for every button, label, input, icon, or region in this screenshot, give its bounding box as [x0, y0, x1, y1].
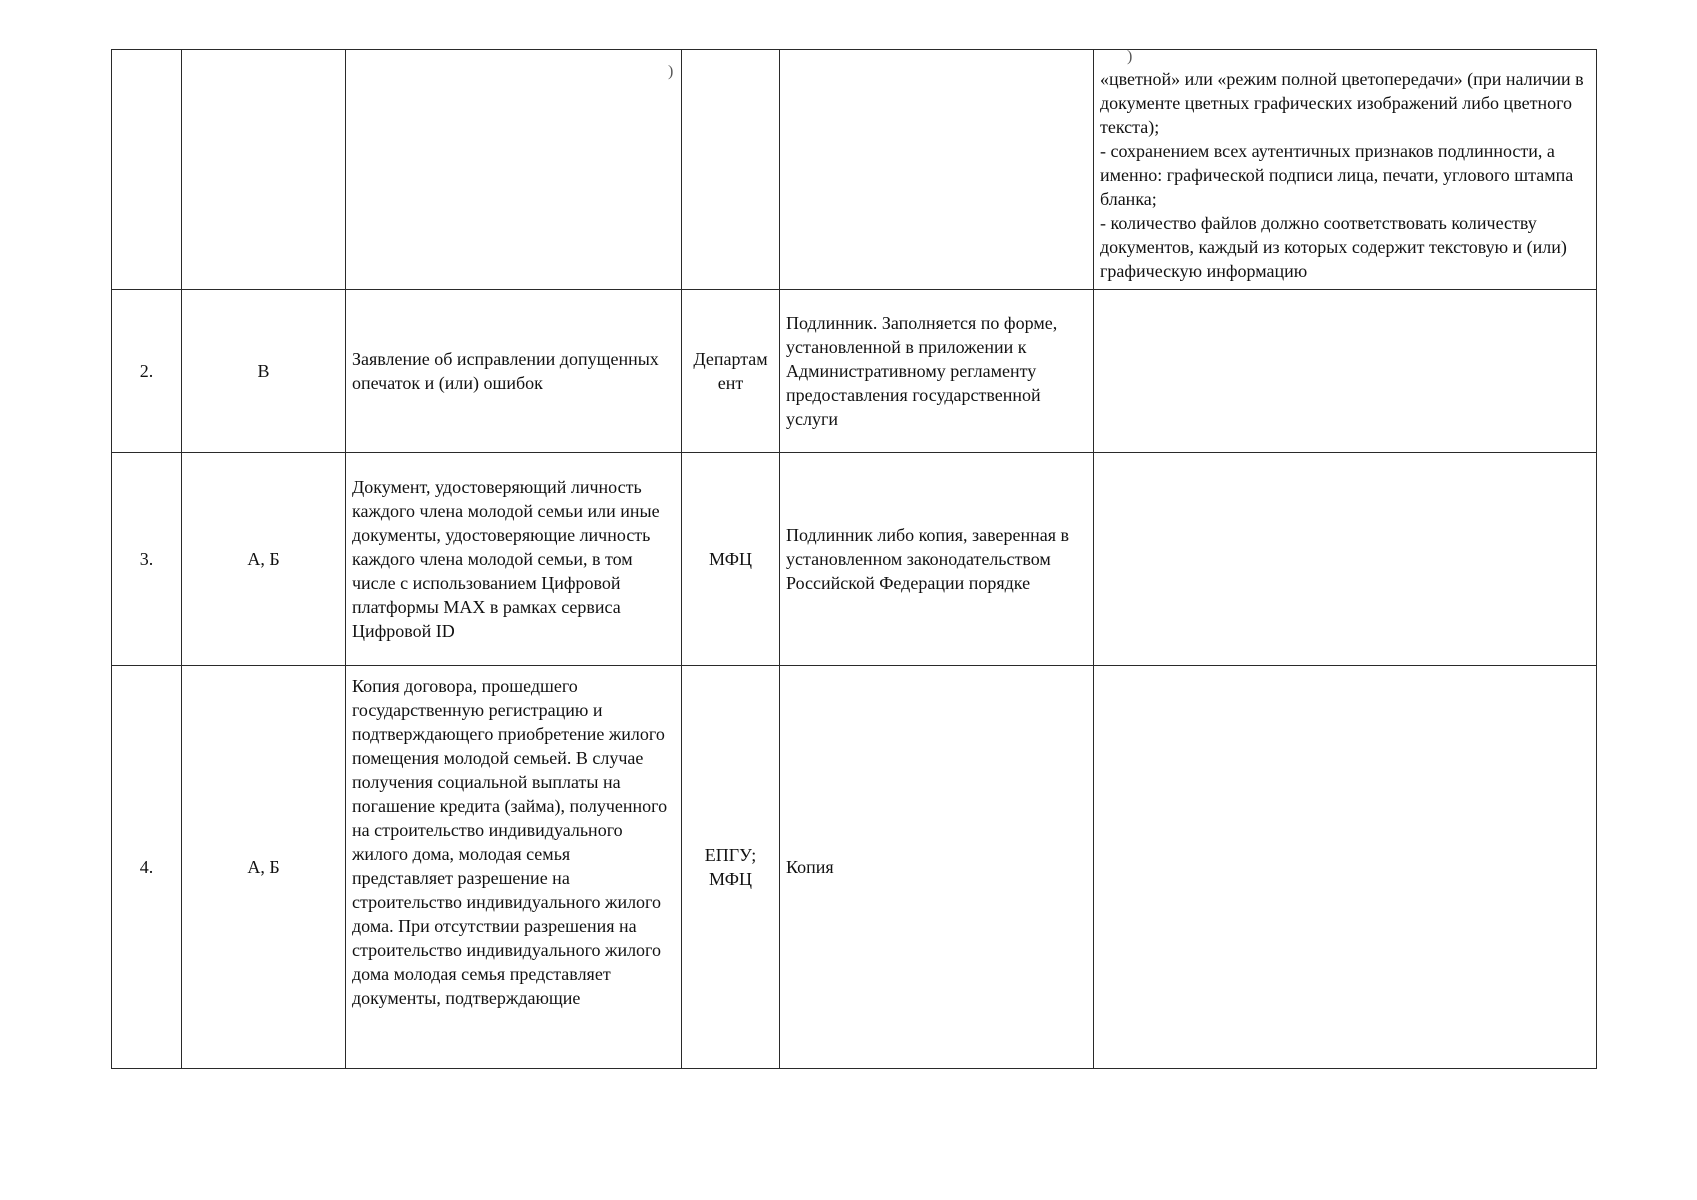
table-row	[112, 50, 1597, 290]
submission-place-line: ент	[717, 373, 744, 393]
row-document-form	[780, 666, 1094, 1069]
row-document-form	[780, 453, 1094, 666]
row-requirements	[1094, 666, 1597, 1069]
row-document-name	[346, 50, 682, 290]
table-row	[112, 666, 1597, 1069]
table-row	[112, 453, 1597, 666]
row-category: А, Б	[182, 453, 346, 666]
table-row	[112, 290, 1597, 453]
row-submission-place	[682, 290, 780, 453]
row-number: 3.	[112, 453, 182, 666]
row-submission-place	[682, 453, 780, 666]
row-document-form	[780, 290, 1094, 453]
document-form-text: Копия	[786, 857, 834, 877]
submission-place-line: МФЦ	[709, 869, 752, 889]
row-document-form	[780, 50, 1094, 290]
row-number: 2.	[112, 290, 182, 453]
row-number	[112, 50, 182, 290]
document-name-text: Документ, удостоверяющий личность каждого члена молодой семьи или иные документы, удостоверяющие личность каждого члена молодой семьи, в том числе с использованием Цифровой платформы МАХ в рамках сервиса Цифровой ID	[352, 477, 660, 641]
requirements-line: «цветной» или «режим полной цветопередачи» (при наличии в документе цветных графических изображений либо цветного текста);	[1100, 69, 1584, 137]
requirements-line: - сохранением всех аутентичных признаков подлинности, а именно: графической подписи лица, печати, углового штампа бланка;	[1100, 141, 1574, 209]
row-document-name	[346, 666, 682, 1069]
row-document-name	[346, 290, 682, 453]
row-category	[182, 50, 346, 290]
row-category: В	[182, 290, 346, 453]
row-requirements	[1094, 453, 1597, 666]
submission-place-line: МФЦ	[709, 549, 752, 569]
document-name-text: Копия договора, прошедшего государственную регистрацию и подтверждающего приобретение жилого помещения молодой семьей. В случае получения социальной выплаты на погашение кредита (займа), полученного на строительство индивидуального жилого дома, молодая семья представляет разрешение на строительство индивидуального жилого дома. При отсутствии разрешения на строительство индивидуального жилого дома молодая семья представляет документы, подтверждающие	[352, 676, 668, 1008]
documents-table	[111, 49, 1597, 1069]
row-number: 4.	[112, 666, 182, 1069]
row-submission-place	[682, 666, 780, 1069]
document-form-text: Подлинник либо копия, заверенная в установленном законодательством Российской Федерации порядке	[786, 525, 1070, 593]
row-submission-place	[682, 50, 780, 290]
requirements-line: - количество файлов должно соответствовать количеству документов, каждый из которых содержит текстовую и (или) графическую информацию	[1100, 213, 1567, 281]
document-form-text: Подлинник. Заполняется по форме, установленной в приложении к Административному регламенту предоставления государственной услуги	[786, 313, 1058, 429]
row-document-name	[346, 453, 682, 666]
row-requirements	[1094, 50, 1597, 290]
row-requirements	[1094, 290, 1597, 453]
submission-place-line: ЕПГУ;	[704, 845, 757, 865]
row-category: А, Б	[182, 666, 346, 1069]
scan-artifact-mark: )	[1127, 48, 1133, 65]
document-name-text: Заявление об исправлении допущенных опечаток и (или) ошибок	[352, 349, 659, 393]
scan-artifact-mark: )	[668, 63, 674, 80]
submission-place-line: Департам	[693, 349, 768, 369]
